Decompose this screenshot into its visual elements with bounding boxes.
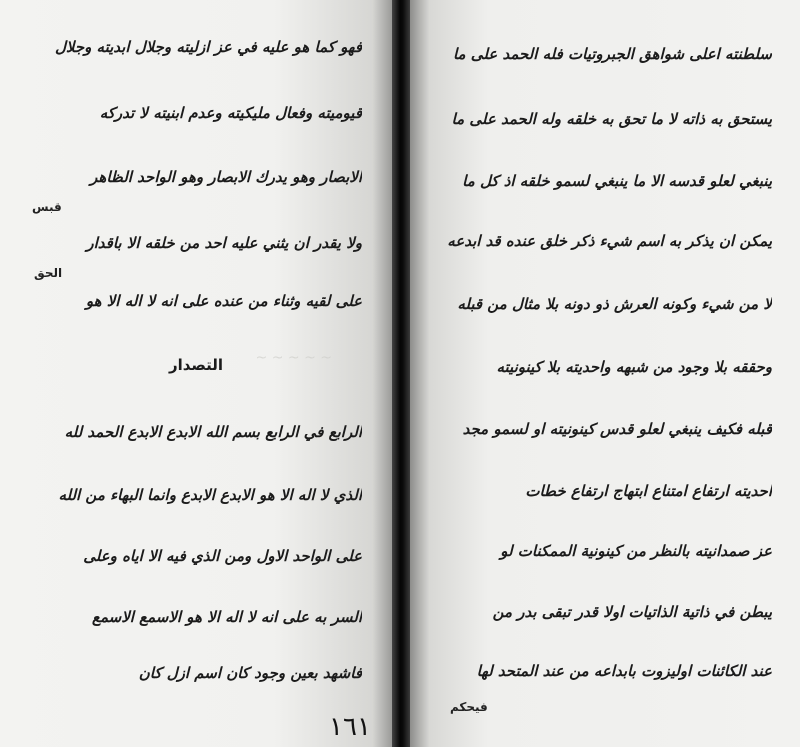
left-line-6: الرابع في الرابع بسم الله الابدع الابدع الحمد لله bbox=[64, 423, 362, 441]
left-margin-note-2: الحق bbox=[34, 266, 63, 280]
right-line-7: قبله فكيف ينبغي لعلو قدس كينونيته او لسمو مجد bbox=[462, 420, 772, 438]
left-margin-note-1: قبس bbox=[32, 200, 62, 214]
left-line-7: الذي لا اله الا هو الابدع الابدع وانما البهاء من الله bbox=[58, 486, 362, 504]
left-line-5: على لقيه وثناء من عنده على انه لا اله الا هو bbox=[85, 292, 362, 310]
right-line-4: يمكن ان يذكر به اسم شيء ذكر خلق عنده قد ابدعه bbox=[447, 232, 772, 250]
left-line-4: ولا يقدر ان يثني عليه احد من خلقه الا باقدار bbox=[86, 234, 362, 252]
right-page bbox=[410, 0, 800, 747]
left-page bbox=[0, 0, 392, 747]
left-line-3: الابصار وهو يدرك الابصار وهو الواحد الظاهر bbox=[90, 168, 362, 186]
right-line-9: عز صمدانيته بالنظر من كينونية الممكنات لو bbox=[500, 542, 772, 560]
right-margin-note: فيحكم bbox=[450, 700, 488, 714]
right-line-2: يستحق به ذاته لا ما تحق به خلقه وله الحمد على ما bbox=[451, 110, 772, 128]
right-line-6: وحققه بلا وجود من شبهه واحديته بلا كينونيته bbox=[496, 358, 772, 376]
right-line-5: لا من شيء وكونه العرش ذو دونه بلا مثال من قبله bbox=[457, 295, 772, 313]
left-line-9: السر به على انه لا اله الا هو الاسمع الاسمع bbox=[91, 608, 362, 626]
section-heading: التصدار bbox=[168, 356, 224, 374]
right-line-8: احديته ارتفاع امتناع ابتهاج ارتفاع خطات bbox=[525, 482, 772, 500]
bleed-through-text: ~ ~ ~ ~ ~ bbox=[255, 350, 332, 366]
right-line-10: يبطن في ذاتية الذاتيات اولا قدر تبقى بدر من bbox=[492, 603, 772, 621]
right-line-11: عند الكائنات اوليزوت بابداعه من عند المتحد لها bbox=[476, 662, 772, 680]
left-line-1: فهو كما هو عليه في عز ازليته وجلال ابديته وجلال bbox=[54, 38, 362, 56]
right-line-1: سلطنته اعلى شواهق الجبروتيات فله الحمد على ما bbox=[452, 45, 772, 63]
right-line-3: ينبغي لعلو قدسه الا ما ينبغي لسمو خلقه اذ كل ما bbox=[462, 172, 772, 190]
book-gutter bbox=[392, 0, 410, 747]
page-number: ١٦١ bbox=[329, 712, 371, 742]
left-line-8: على الواحد الاول ومن الذي فيه الا اياه وعلى bbox=[83, 547, 362, 565]
left-line-2: قيوميته وفعال مليكيته وعدم ابنيته لا تدركه bbox=[99, 104, 362, 122]
left-line-10: فاشهد بعين وجود كان اسم ازل كان bbox=[138, 664, 362, 682]
